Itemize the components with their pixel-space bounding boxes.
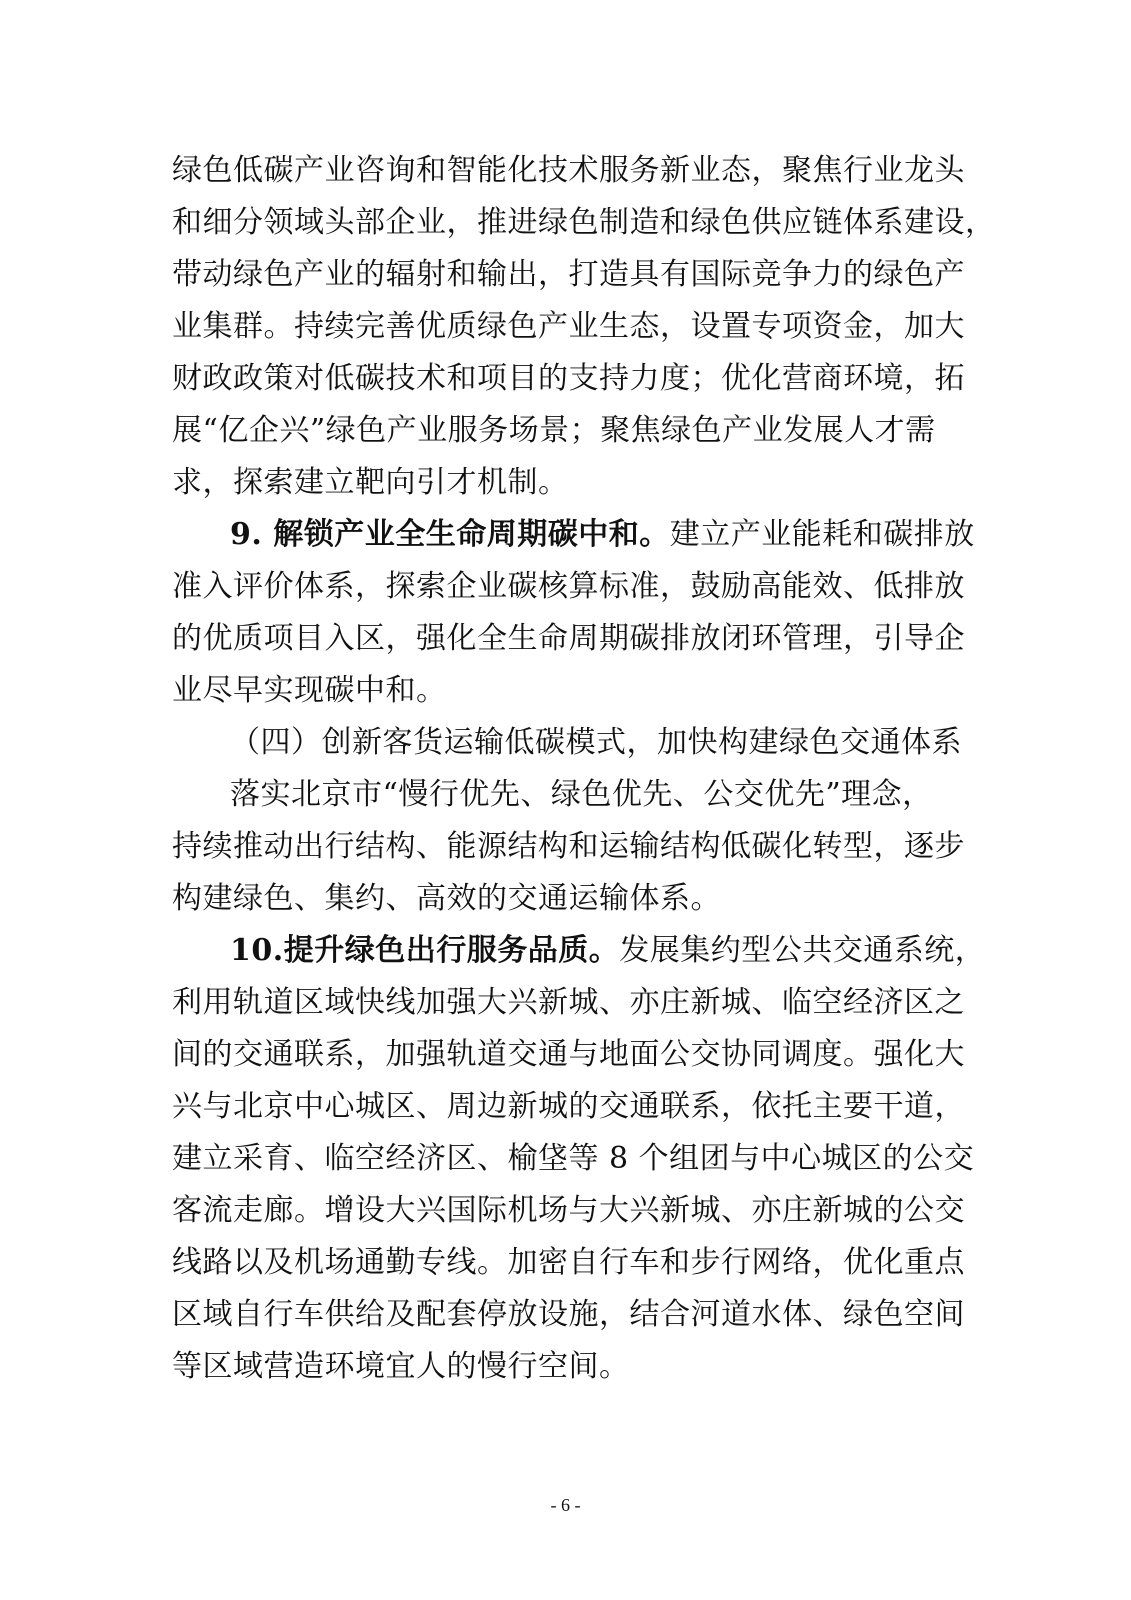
item9-text: 建立产业能耗和碳排放 — [669, 517, 975, 552]
item10-text: 发展集约型公共交通系统， — [619, 933, 986, 968]
paragraph-line: 财政政策对低碳技术和项目的支持力度；优化营商环境，拓 — [172, 361, 965, 396]
paragraph-line: 准入评价体系，探索企业碳核算标准，鼓励高能效、低排放 — [172, 569, 965, 604]
section-heading: （四）创新客货运输低碳模式，加快构建绿色交通体系 — [230, 725, 962, 760]
paragraph-line: 和细分领域头部企业，推进绿色制造和绿色供应链体系建设， — [172, 205, 996, 240]
paragraph-line: 线路以及机场通勤专线。加密自行车和步行网络，优化重点 — [172, 1245, 965, 1280]
paragraph-line: 展“亿企兴”绿色产业服务场景；聚焦绿色产业发展人才需 — [172, 413, 936, 448]
paragraph-line: 构建绿色、集约、高效的交通运输体系。 — [172, 881, 721, 916]
paragraph-line: 持续推动出行结构、能源结构和运输结构低碳化转型，逐步 — [172, 829, 965, 864]
paragraph-line: 兴与北京中心城区、周边新城的交通联系，依托主要干道， — [172, 1089, 965, 1124]
paragraph-line: 建立采育、临空经济区、榆垡等 8 个组团与中心城区的公交 — [172, 1141, 975, 1176]
paragraph-line: 客流走廊。增设大兴国际机场与大兴新城、亦庄新城的公交 — [172, 1193, 965, 1228]
item9-heading: 9. 解锁产业全生命周期碳中和。 — [230, 517, 670, 552]
paragraph-line: 业集群。持续完善优质绿色产业生态，设置专项资金，加大 — [172, 309, 965, 344]
paragraph-line: 带动绿色产业的辐射和输出，打造具有国际竞争力的绿色产 — [172, 257, 965, 292]
page-number: - 6 - — [550, 1495, 581, 1515]
paragraph-line: 利用轨道区域快线加强大兴新城、亦庄新城、临空经济区之 — [172, 985, 965, 1020]
paragraph-line: 绿色低碳产业咨询和智能化技术服务新业态，聚焦行业龙头 — [172, 153, 965, 188]
paragraph-line: 等区域营造环境宜人的慢行空间。 — [172, 1349, 630, 1384]
section-first-line: 落实北京市“慢行优先、绿色优先、公交优先”理念， — [230, 777, 933, 812]
item9-first-line — [172, 509, 975, 561]
paragraph-line: 业尽早实现碳中和。 — [172, 673, 447, 708]
item10-first-line — [172, 925, 986, 977]
paragraph-line: 的优质项目入区，强化全生命周期碳排放闭环管理，引导企 — [172, 621, 965, 656]
paragraph-line: 区域自行车供给及配套停放设施，结合河道水体、绿色空间 — [172, 1297, 965, 1332]
item10-heading: 10.提升绿色出行服务品质。 — [230, 933, 620, 968]
body-text — [172, 145, 996, 1393]
paragraph-line: 求，探索建立靶向引才机制。 — [172, 465, 569, 500]
paragraph-line: 间的交通联系，加强轨道交通与地面公交协同调度。强化大 — [172, 1037, 965, 1072]
